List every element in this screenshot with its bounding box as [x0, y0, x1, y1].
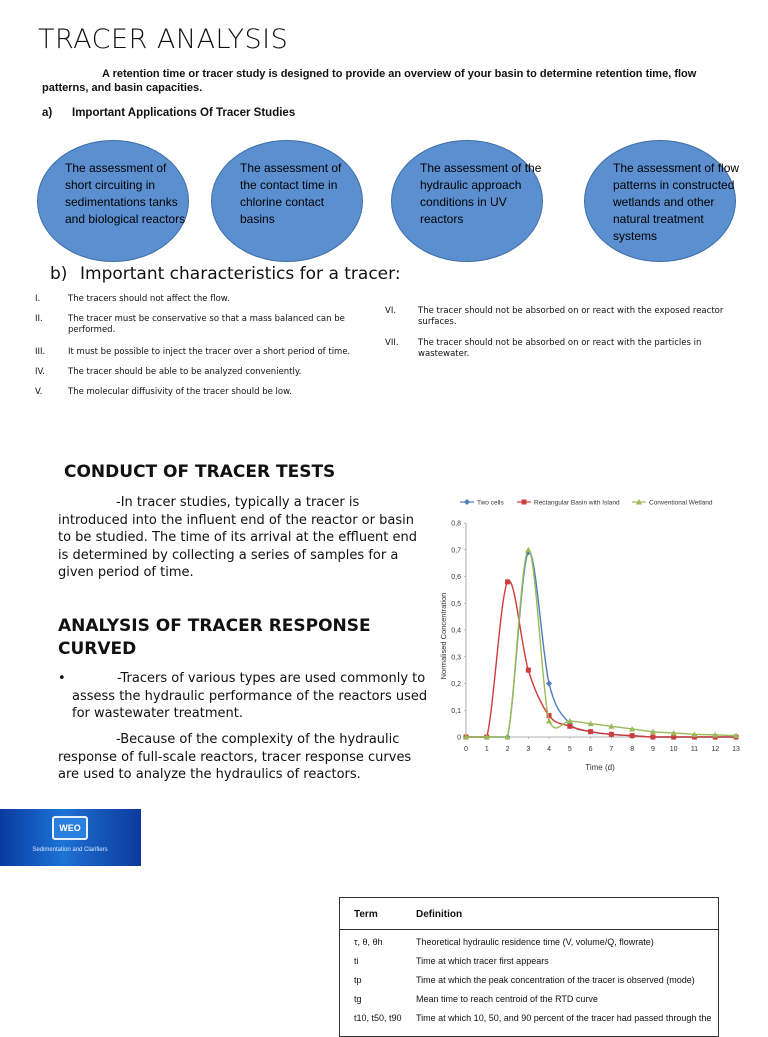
conduct-heading: CONDUCT OF TRACER TESTS	[64, 462, 336, 482]
series-point	[526, 668, 531, 673]
table-header	[340, 898, 718, 930]
characteristic-number: VI.	[385, 306, 397, 316]
table-row	[340, 937, 718, 951]
table-header-definition: Definition	[416, 909, 463, 920]
x-tick-label: 10	[669, 746, 678, 753]
legend-label: Conventional Wetland	[649, 499, 713, 507]
section-b-number: b)	[50, 264, 68, 284]
x-tick-label: 2	[505, 746, 510, 753]
characteristic-number: IV.	[35, 367, 45, 377]
x-tick-label: 0	[464, 746, 468, 753]
legend-label: Rectangular Basin with Island	[534, 499, 620, 507]
table-header-term: Term	[354, 909, 378, 920]
y-tick-label: 0,6	[451, 574, 461, 581]
table-cell-definition: Time at which the peak concentration of the tracer is observed (mode)	[416, 975, 695, 985]
characteristic-number: II.	[35, 314, 43, 324]
chart-y-label: Normalised Concentration	[439, 592, 448, 680]
characteristic-item	[35, 387, 380, 399]
chart-x-label: Time (d)	[585, 763, 615, 772]
x-tick-label: 4	[547, 746, 552, 753]
characteristic-item	[35, 314, 380, 338]
x-tick-label: 11	[690, 746, 699, 753]
table-cell-term: tp	[354, 975, 362, 985]
series-point	[522, 500, 527, 505]
series-line	[466, 581, 736, 737]
chart-axes	[451, 521, 740, 754]
series-point	[546, 681, 552, 687]
characteristic-item	[385, 306, 730, 330]
chart-legend	[460, 499, 713, 507]
series-point	[588, 729, 593, 734]
characteristic-text: The tracer must be conservative so that a mass balanced can be performed.	[68, 314, 345, 335]
section-a-title: Important Applications Of Tracer Studies	[72, 107, 296, 119]
x-tick-label: 3	[526, 746, 531, 753]
section-a-heading	[42, 107, 295, 119]
characteristic-number: V.	[35, 387, 43, 397]
logo-mark-text: WEO	[59, 823, 81, 833]
series-point	[505, 579, 510, 584]
characteristic-item	[35, 347, 380, 359]
y-tick-label: 0,2	[451, 681, 461, 688]
table-cell-term: ti	[354, 956, 359, 966]
characteristic-text: The tracer should not be absorbed on or react with the particles in wastewater.	[418, 338, 702, 359]
legend-label: Two cells	[477, 499, 504, 507]
x-tick-label: 13	[732, 746, 740, 753]
logo-mark	[52, 816, 88, 840]
series-line	[466, 550, 736, 737]
characteristic-item	[35, 367, 380, 379]
analysis-paragraph-2: -Because of the complexity of the hydraulic response of full-scale reactors, tracer response curves are used to analyze the hydraulics of reactors.	[58, 732, 412, 782]
characteristic-number: I.	[35, 294, 41, 304]
x-tick-label: 1	[484, 746, 489, 753]
characteristic-text: It must be possible to inject the tracer over a short period of time.	[68, 347, 351, 357]
characteristic-text: The molecular diffusivity of the tracer should be low.	[68, 387, 292, 397]
logo-caption: Sedimentation and Clarifiers	[32, 847, 108, 853]
y-tick-label: 0,5	[451, 600, 461, 608]
y-tick-label: 0,7	[451, 547, 461, 555]
characteristic-text: The tracer should not be absorbed on or react with the exposed reactor surfaces.	[418, 306, 724, 327]
application-text: The assessment of flow patterns in constructed wetlands and other natural treatment systems	[613, 161, 740, 243]
application-oval	[584, 140, 740, 262]
characteristic-text: The tracer should be able to be analyzed conveniently.	[68, 367, 302, 377]
section-b-heading	[50, 264, 401, 284]
characteristic-item	[35, 294, 380, 306]
x-tick-label: 9	[650, 746, 655, 753]
y-tick-label: 0,8	[451, 520, 461, 528]
series-point	[567, 724, 572, 729]
series-point	[650, 735, 655, 740]
series-point	[630, 733, 635, 738]
x-tick-label: 8	[630, 746, 635, 753]
analysis-heading: ANALYSIS OF TRACER RESPONSE CURVED	[58, 616, 371, 659]
series-point	[525, 547, 531, 553]
x-tick-label: 6	[588, 746, 593, 753]
section-a-number: a)	[42, 107, 53, 119]
table-cell-definition: Time at which tracer first appears	[416, 956, 549, 966]
series-point	[464, 499, 470, 505]
analysis-paragraph-1: -Tracers of various types are used commonly to assess the hydraulic performance of the reactors used for wastewater treatment.	[72, 671, 428, 721]
application-oval	[391, 140, 543, 262]
chart-series	[463, 547, 739, 740]
application-oval	[211, 140, 363, 262]
application-text: The assessment of the hydraulic approach conditions in UV reactors	[420, 161, 542, 226]
page-title: TRACER ANALYSIS	[38, 24, 289, 55]
section-b-title: Important characteristics for a tracer:	[80, 264, 401, 284]
table-cell-definition: Time at which 10, 50, and 90 percent of the tracer had passed through the	[416, 1013, 712, 1023]
table-cell-term: tg	[354, 994, 362, 1004]
series-point	[609, 732, 614, 737]
table-cell-definition: Mean time to reach centroid of the RTD curve	[416, 994, 598, 1004]
characteristic-item	[385, 338, 730, 362]
application-text: The assessment of the contact time in chlorine contact basins	[240, 161, 342, 226]
characteristic-number: III.	[35, 347, 46, 357]
x-tick-label: 5	[567, 746, 572, 753]
characteristic-text: The tracers should not affect the flow.	[68, 294, 230, 304]
tracer-response-chart	[430, 490, 745, 780]
application-text: The assessment of short circuiting in sedimentations tanks and biological reactors	[65, 161, 186, 226]
term-definition-table	[339, 897, 719, 1037]
table-row	[340, 1013, 718, 1027]
sedimentation-logo	[0, 809, 141, 866]
table-cell-term: τ, θ, θh	[354, 937, 383, 947]
x-tick-label: 7	[609, 746, 614, 753]
application-oval	[37, 140, 189, 262]
conduct-paragraph: -In tracer studies, typically a tracer is introduced into the influent end of the reactor or basin to be studied. The time of its arrival at the effluent end is determined by collecting a series of samples for a given period of time.	[58, 495, 418, 580]
table-cell-definition: Theoretical hydraulic residence time (V, volume/Q, flowrate)	[416, 937, 654, 947]
bullet-marker: •	[58, 671, 66, 686]
table-row	[340, 975, 718, 989]
y-tick-label: 0,4	[451, 627, 461, 635]
table-row	[340, 956, 718, 970]
table-row	[340, 994, 718, 1008]
y-tick-label: 0	[457, 734, 461, 742]
table-cell-term: t10, t50, t90	[354, 1013, 402, 1023]
y-tick-label: 0,1	[451, 707, 461, 715]
characteristic-number: VII.	[385, 338, 399, 348]
y-tick-label: 0,3	[451, 654, 461, 662]
x-tick-label: 12	[711, 746, 720, 753]
intro-paragraph: A retention time or tracer study is designed to provide an overview of your basin to determine retention time, flow patterns, and basin capacities.	[42, 68, 697, 94]
